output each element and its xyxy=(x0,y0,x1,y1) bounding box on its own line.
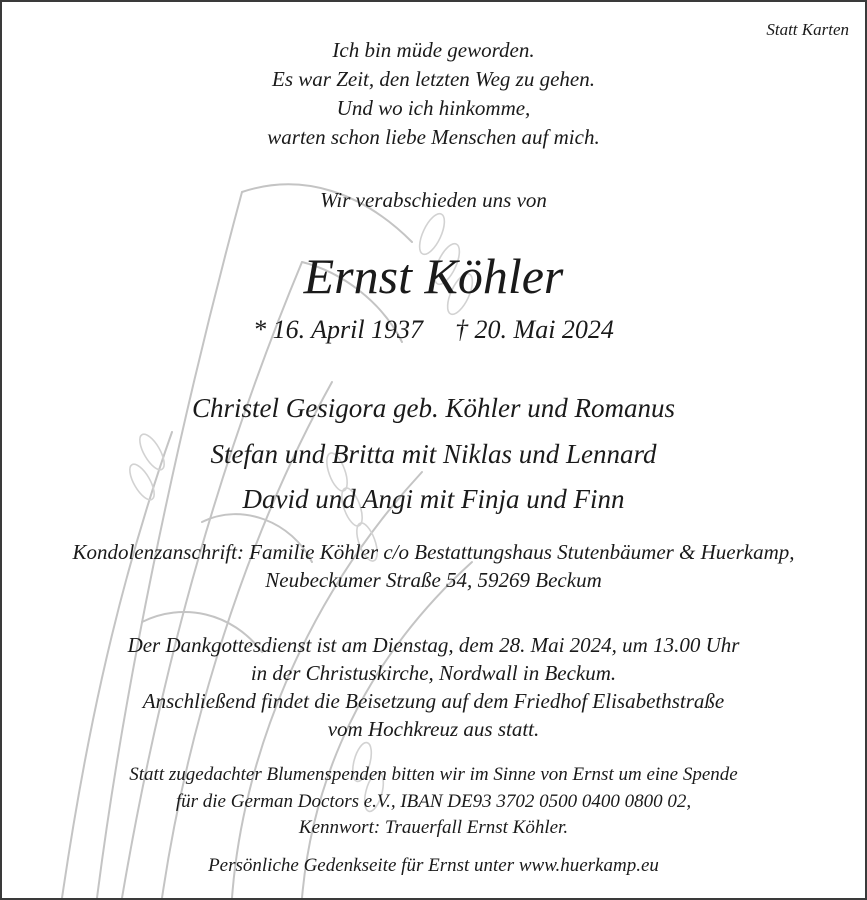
statt-karten-label: Statt Karten xyxy=(766,20,849,39)
family-line: Stefan und Britta mit Niklas und Lennard xyxy=(210,438,657,469)
service-line: Anschließend findet die Beisetzung auf dem Friedhof Elisabethstraße xyxy=(142,689,725,713)
poem-line: Es war Zeit, den letzten Weg zu gehen. xyxy=(272,67,595,91)
donation-line: für die German Doctors e.V., IBAN DE93 3702 0500 0400 0800 02, xyxy=(175,790,692,812)
donation-line: Kennwort: Trauerfall Ernst Köhler. xyxy=(298,817,569,838)
family-line: Christel Gesigora geb. Köhler und Romanus xyxy=(192,393,675,423)
poem-line: Ich bin müde geworden. xyxy=(332,38,535,62)
donation-line: Statt zugedachter Blumenspenden bitten wir im Sinne von Ernst um eine Spende xyxy=(129,764,738,785)
service-line: Der Dankgottesdienst ist am Dienstag, dem 28. Mai 2024, um 13.00 Uhr xyxy=(127,633,740,657)
address-line: Neubeckumer Straße 54, 59269 Beckum xyxy=(265,568,602,592)
family-list xyxy=(2,386,865,523)
service-info xyxy=(2,631,865,743)
memorial-page-link: Persönliche Gedenkseite für Ernst unter www.huerkamp.eu xyxy=(208,855,659,876)
condolence-address xyxy=(2,538,865,594)
service-line: vom Hochkreuz aus statt. xyxy=(327,717,540,741)
address-line: Kondolenzanschrift: Familie Köhler c/o Bestattungshaus Stutenbäumer & Huerkamp, xyxy=(72,540,795,564)
deceased-name: Ernst Köhler xyxy=(303,248,564,304)
farewell-intro: Wir verabschieden uns von xyxy=(320,188,547,212)
birth-date: * 16. April 1937 xyxy=(253,315,424,344)
poem-line: warten schon liebe Menschen auf mich. xyxy=(267,125,600,149)
service-line: in der Christuskirche, Nordwall in Beckum. xyxy=(250,661,617,685)
poem-line: Und wo ich hinkomme, xyxy=(336,96,531,120)
donation-request xyxy=(2,762,865,842)
life-dates xyxy=(2,315,865,345)
family-line: David und Angi mit Finja und Finn xyxy=(242,484,625,514)
death-date: † 20. Mai 2024 xyxy=(455,315,614,344)
poem xyxy=(2,36,865,152)
